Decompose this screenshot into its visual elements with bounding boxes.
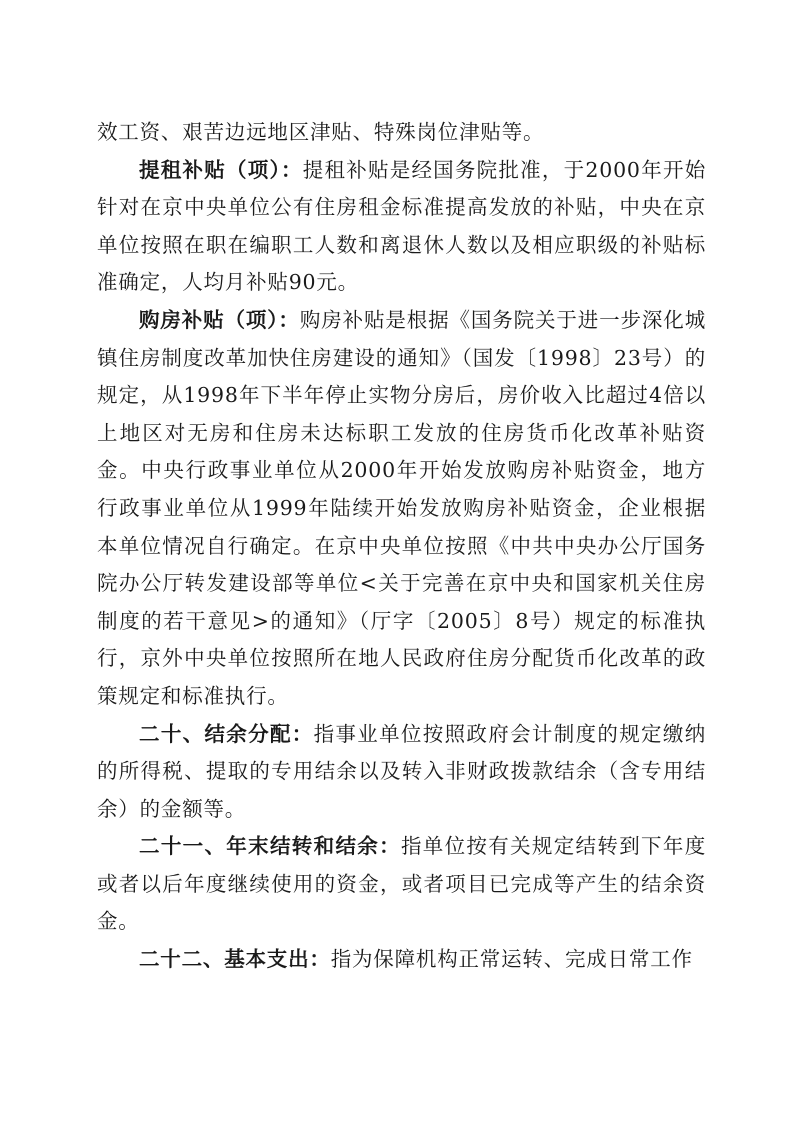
- paragraph-text: 提租补贴是经国务院批准，于2000年开始针对在京中央单位公有住房租金标准提高发放的补贴，中央在京单位按照在职在编职工人数和离退休人数以及相应职级的补贴标准确定，人均月补贴90元。: [97, 157, 707, 295]
- paragraph-basic-expenditure: [97, 941, 706, 979]
- paragraph-text: 指事业单位按照政府会计制度的规定缴纳的所得税、提取的专用结余以及转入非财政拨款结余（含专用结余）的金额等。: [97, 721, 706, 821]
- paragraph-rent-subsidy: [97, 152, 706, 302]
- paragraph-text: 效工资、艰苦边远地区津贴、特殊岗位津贴等。: [97, 120, 545, 144]
- paragraph-text: 指为保障机构正常运转、完成日常工作: [330, 947, 693, 972]
- paragraph-text: 购房补贴是根据《国务院关于进一步深化城镇住房制度改革加快住房建设的通知》（国发〔1998〕23号）的规定，从1998年下半年停止实物分房后，房价收入比超过4倍以上地区对无房和住房未达标职工发放的住房货币化改革补贴资金。中央行政事业单位从2000年开始发放购房补贴资金，地方行政事业单位从1999年陆续开始发放购房补贴资金，企业根据本单位情况自行确定。在京中央单位按照《中共中央办公厅国务院办公厅转发建设部等单位<关于完善在京中央和国家机关住房制度的若干意见>的通知》（厅字〔2005〕8号）规定的标准执行，京外中央单位按照所在地人民政府住房分配货币化改革的政策规定和标准执行。: [97, 307, 706, 708]
- paragraph-surplus-distribution: [97, 716, 706, 829]
- paragraph-housing-purchase-subsidy: [97, 302, 706, 716]
- paragraph-term: 二十一、年末结转和结余：: [139, 834, 401, 859]
- paragraph-term: 二十二、基本支出：: [139, 947, 331, 972]
- paragraph-year-end-carryover: [97, 828, 706, 941]
- paragraph-term: 购房补贴（项）：: [139, 307, 300, 332]
- paragraph-term: 二十、结余分配：: [139, 721, 314, 746]
- paragraph-term: 提租补贴（项）：: [139, 157, 303, 182]
- paragraph-text: 指单位按有关规定结转到下年度或者以后年度继续使用的资金，或者项目已完成等产生的结余资金。: [97, 834, 706, 934]
- paragraph-continuation: [97, 114, 706, 152]
